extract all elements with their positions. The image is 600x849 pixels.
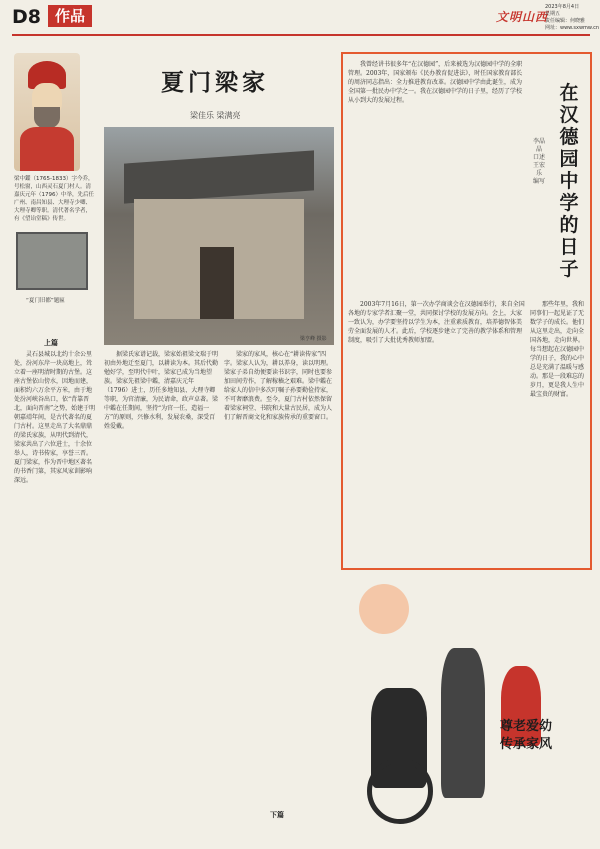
house-door bbox=[200, 247, 234, 319]
right-article-title: 在汉德园中学的日子 bbox=[559, 82, 579, 280]
right-column-2 bbox=[348, 300, 526, 562]
website-line: 网址：www.sxwmw.cn bbox=[545, 25, 600, 31]
subhead-part-2: 下篇 bbox=[270, 811, 284, 819]
article-paragraph: 据梁氏家谱记载，梁家始祖梁文瑞于明初由外地迁至夏门，以耕读为本。其后代勤勉好学，至明代中叶，梁家已成为当地望族。梁家先祖梁中鑑，清嘉庆元年（1796）进士，历任多地知县、大理寺卿等职，为官清廉，为民请命，政声卓著。梁中鑑在任期间，坚持“为官一任，造福一方”的原则，兴修水利，发展农桑，深受百姓爱戴。 bbox=[104, 351, 218, 430]
plaque-caption: “夏门旧都”题匾 bbox=[26, 298, 65, 304]
article-column-3 bbox=[224, 350, 334, 810]
article-paragraph: 那些年里，我和同事们一起见证了无数学子的成长。他们从这里走出，走向全国各地，走向世界。每当想起在汉德园中学的日子，我的心中总是充满了温暖与感动。那是一段难忘的岁月，更是我人生中最宝贵的财富。 bbox=[530, 301, 585, 398]
right-column-3 bbox=[530, 300, 586, 562]
header-meta bbox=[545, 4, 599, 32]
slogan-line-1: 尊老爱幼 bbox=[500, 719, 553, 734]
photo-credit: 梁亨峰 摄影 bbox=[300, 336, 327, 342]
caregiver-figure bbox=[441, 648, 485, 798]
editor-line: 责任编辑：何晓雅 bbox=[545, 18, 586, 24]
page-number: D8 bbox=[12, 6, 41, 28]
article-paragraph: 我曾经讲书很多年“在汉德园”，后来被选为汉德园中学的全职管理。2003年，国家颁布《民办教育促进法》，时任国家教育部长的周济同志指出：全力推进教育改革。汉德园中学由此诞生，成为全国第一批民办中学之一。我在汉德园中学的日子里，经历了学校从小到大的发展过程。 bbox=[348, 61, 523, 104]
page-header bbox=[0, 0, 600, 38]
subhead-part-1: 上篇 bbox=[44, 339, 58, 347]
article-paragraph: 灵石县城以北约十余公里处，汾河东岸一块高地上，耸立着一座明清时期的古堡。这座古堡依山傍水，因地而建，面积约六万余平方米，由于地处汾河峡谷出口，依“背靠晋北，面向晋南”之势，始建于明朝嘉靖年间，是古代著名的夏门古村。这里走出了大名鼎鼎的梁氏家族，从明代到清代，梁家共出了六位进士，十余位举人，诗书传家，享誉三晋。夏门梁家，作为晋中地区著名的书香门第，其家风家训影响深远。 bbox=[14, 351, 96, 484]
header-rule bbox=[12, 34, 590, 36]
portrait-caption: 梁中鑑（1765-1833）字今乔，号松窗，山西灵石夏门村人。清嘉庆元年（1796）中举，先后任广州、南昌知县、大理寺少卿、大理寺卿等职。清代著名学者，有《望诒堂稿》传世。 bbox=[14, 176, 94, 222]
article-paragraph: 2003年7月16日，第一次办学商谈会在汉德园举行，来自全国各地的专家学者汇聚一堂，共同探讨学校的发展方向。会上，大家一致认为，办学要坚持以学生为本，注重素质教育，培养德智体美劳全面发展的人才。此后，学校逐步建立了完善的教学体系和管理制度，吸引了大批优秀教师加盟。 bbox=[348, 301, 525, 344]
portrait-image bbox=[14, 53, 80, 171]
house-roof bbox=[124, 150, 314, 203]
sun-shape bbox=[359, 584, 409, 634]
article-column-2 bbox=[104, 350, 218, 840]
article-title: 夏门梁家 bbox=[161, 69, 269, 96]
plaque-image bbox=[16, 232, 88, 290]
article-column-1 bbox=[14, 350, 96, 840]
illustration-slogan bbox=[500, 718, 552, 754]
right-article-byline: 李晶晶 口述 王宏乐 编写 bbox=[533, 138, 546, 185]
issue-date: 2023年8月4日 bbox=[545, 4, 580, 10]
article-paragraph: 梁家的家风，核心在“耕读传家”四字。梁家人认为，耕以养身，读以明理。梁家子弟自幼便要读书识字，同时也要参加田间劳作，了解稼穑之艰难。梁中鑑在给家人的信中多次叮嘱子孙要勤俭持家，不可奢靡浪费。至今，夏门古村依然保留着梁家祠堂、书院和大量古民居，成为人们了解晋商文化和家族传承的重要窗口。 bbox=[224, 351, 333, 421]
wheelchair-icon bbox=[367, 758, 433, 824]
house-photo bbox=[104, 127, 334, 345]
masthead-logo: 文明山西 bbox=[496, 10, 549, 24]
section-badge: 作品 bbox=[48, 5, 92, 27]
portrait-beard bbox=[34, 107, 60, 129]
issue-weekday: 星期五 bbox=[545, 11, 561, 17]
article-byline: 梁佳乐 梁满亮 bbox=[190, 111, 241, 120]
family-illustration bbox=[341, 578, 592, 836]
slogan-line-2: 传承家风 bbox=[500, 737, 553, 752]
right-column-1 bbox=[348, 60, 526, 300]
portrait-robe bbox=[20, 127, 74, 171]
